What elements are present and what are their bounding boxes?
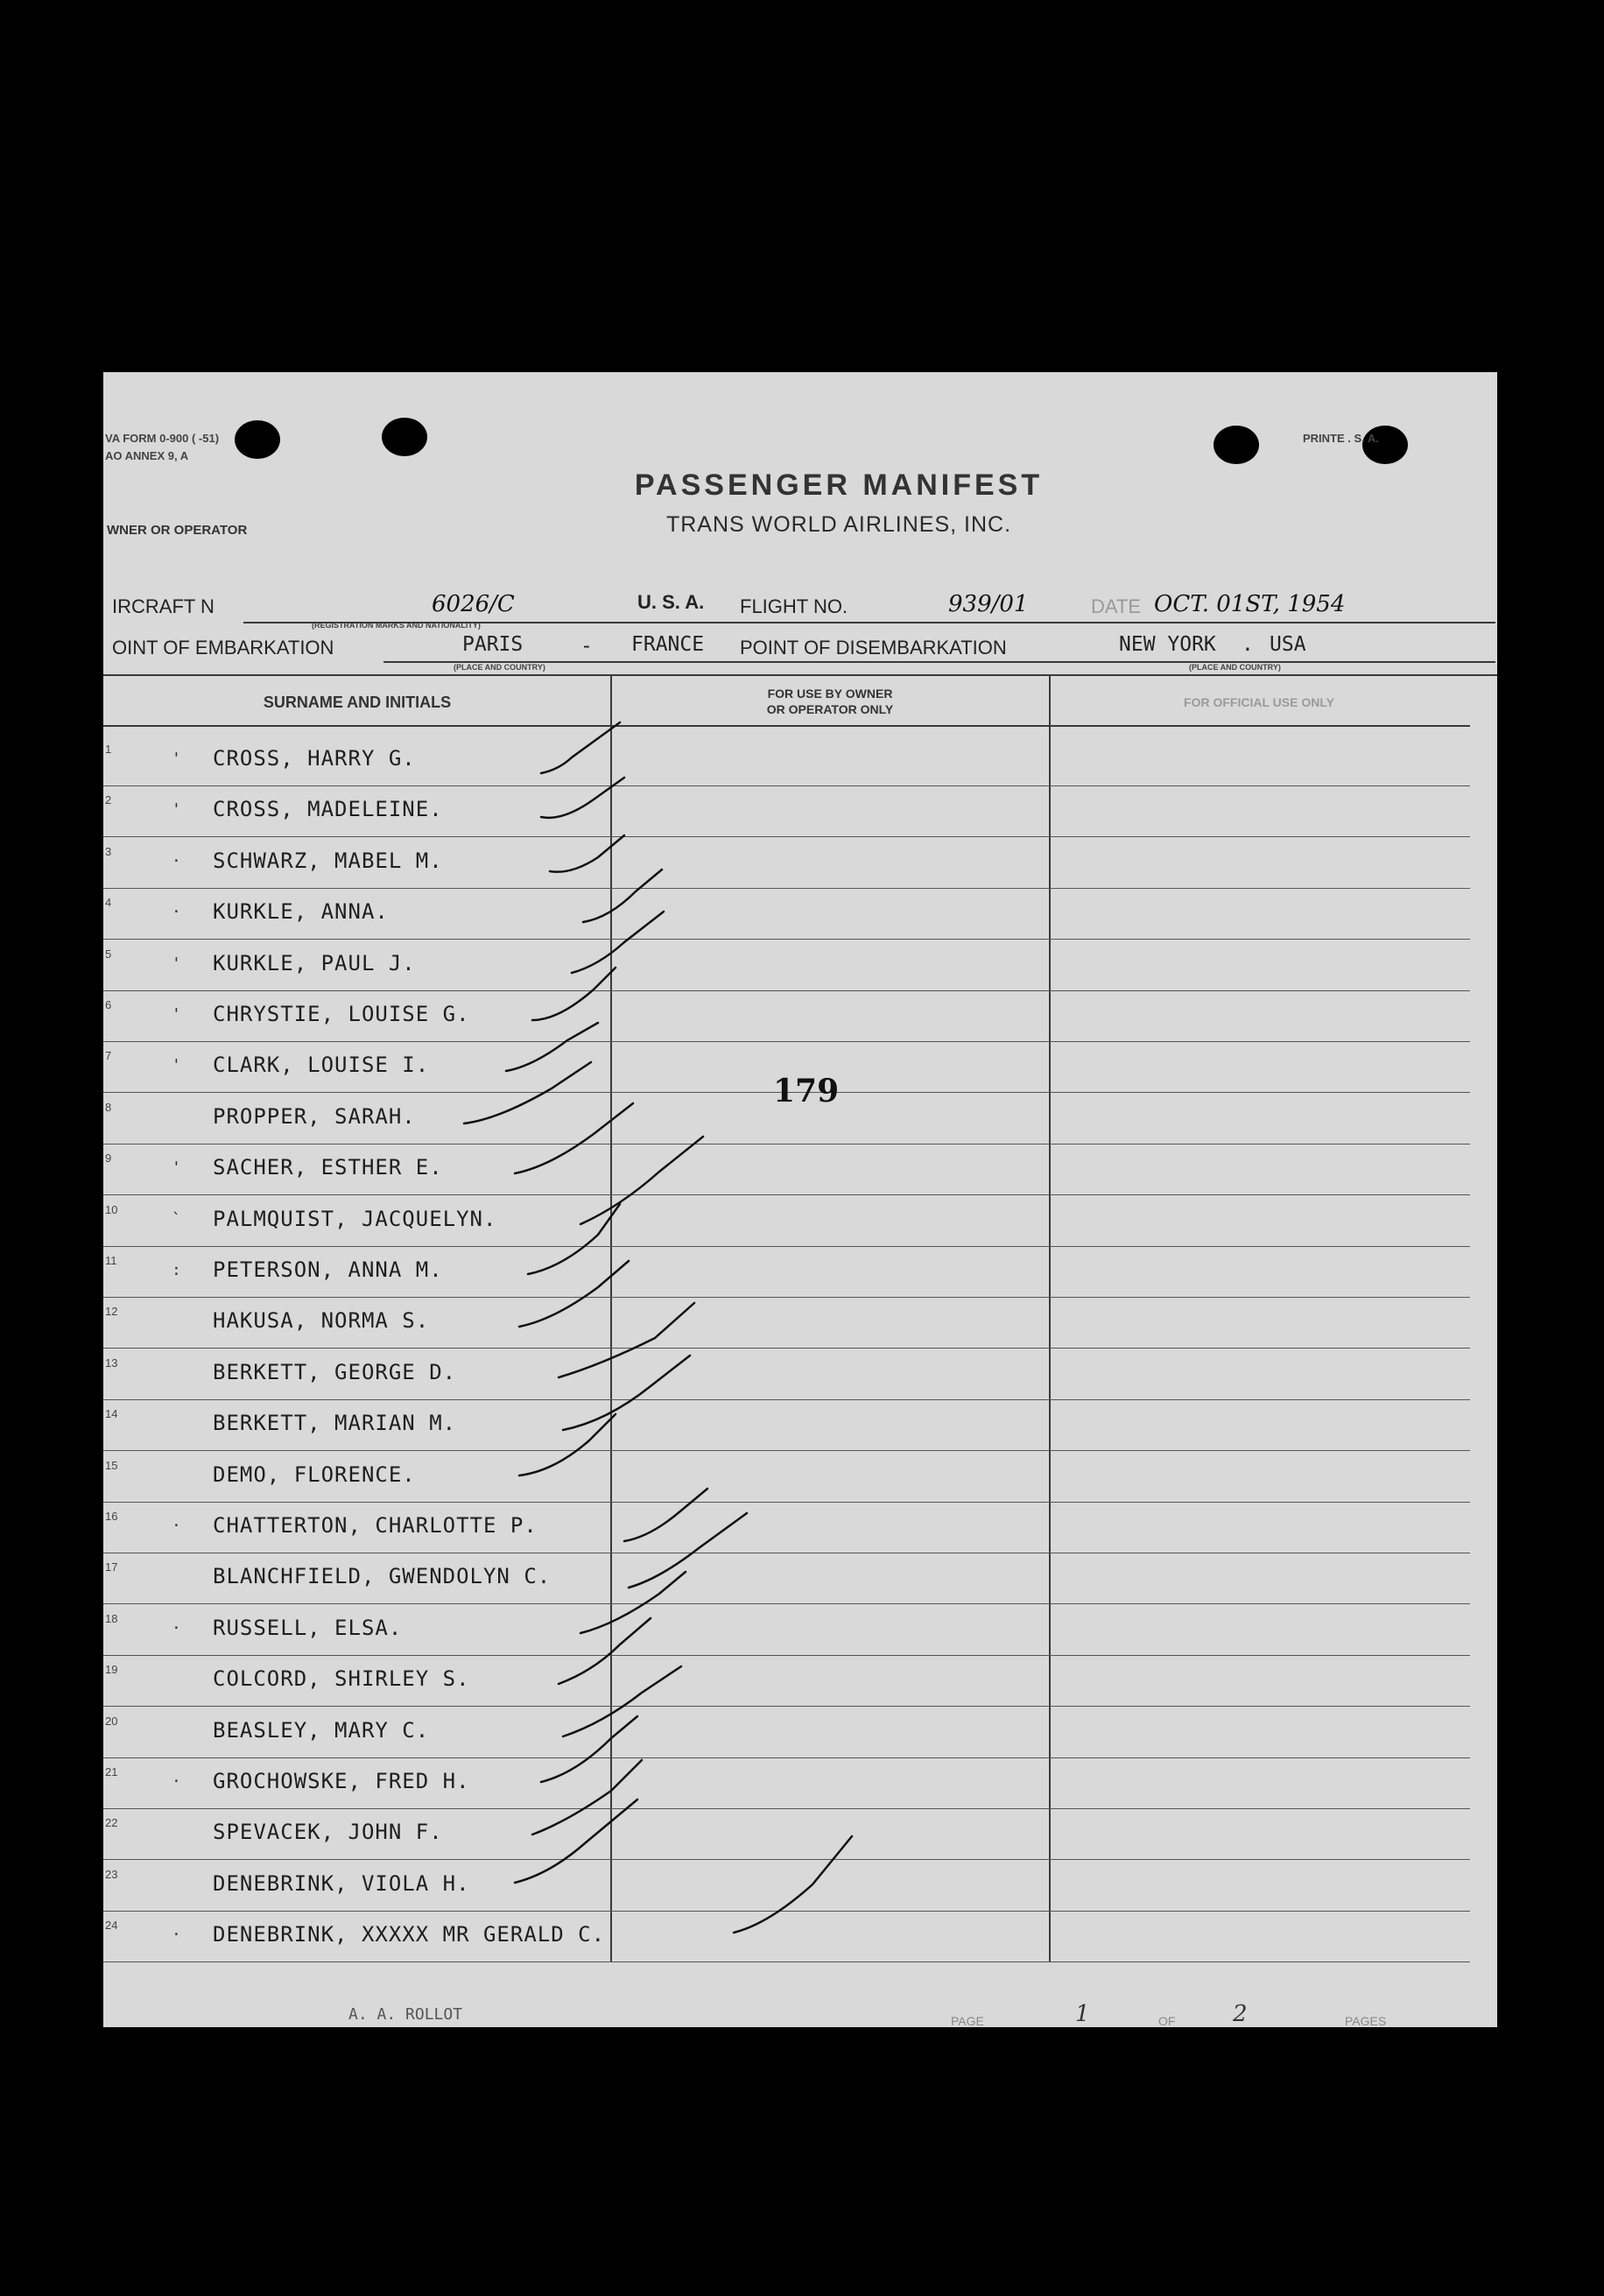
- passenger-name: CHRYSTIE, LOUISE G.: [213, 1002, 470, 1026]
- disembarkation-city: NEW YORK: [1119, 633, 1216, 656]
- passenger-name: KURKLE, PAUL J.: [213, 950, 416, 975]
- passenger-name: DENEBRINK, XXXXX MR GERALD C.: [213, 1922, 606, 1947]
- passenger-name: SPEVACEK, JOHN F.: [213, 1820, 443, 1845]
- row-number: 22: [105, 1816, 118, 1830]
- row-number: 17: [105, 1560, 118, 1574]
- row-mark: ': [172, 1056, 181, 1075]
- passenger-name: PALMQUIST, JACQUELYN.: [213, 1206, 497, 1231]
- row-number: 7: [105, 1049, 112, 1063]
- column-surname: SURNAME AND INITIALS: [263, 694, 452, 711]
- passenger-name: DENEBRINK, VIOLA H.: [213, 1870, 470, 1896]
- flight-label: FLIGHT NO.: [740, 595, 848, 617]
- passenger-name: BERKETT, GEORGE D.: [213, 1359, 457, 1384]
- passenger-name: HAKUSA, NORMA S.: [213, 1308, 430, 1334]
- place-country-note: (PLACE AND COUNTRY): [454, 663, 545, 672]
- row-number: 21: [105, 1765, 118, 1778]
- row-number: 24: [105, 1919, 118, 1933]
- row-mark: ·: [172, 1926, 181, 1945]
- row-number: 3: [105, 844, 112, 858]
- passenger-name: CROSS, HARRY G.: [213, 746, 416, 771]
- disembarkation-dash: .: [1242, 633, 1254, 656]
- passenger-name: BLANCHFIELD, GWENDOLYN C.: [213, 1564, 552, 1589]
- disembarkation-country: USA: [1270, 633, 1306, 656]
- row-number: 15: [105, 1458, 118, 1472]
- passenger-name: CLARK, LOUISE I.: [213, 1053, 430, 1078]
- embarkation-label: OINT OF EMBARKATION: [112, 637, 334, 659]
- passenger-name: GROCHOWSKE, FRED H.: [213, 1769, 470, 1793]
- row-mark: ': [172, 800, 181, 820]
- embarkation-dash: -: [580, 635, 593, 658]
- row-number: 14: [105, 1407, 118, 1421]
- page-title: PASSENGER MANIFEST: [634, 468, 1044, 502]
- row-number: 20: [105, 1714, 118, 1728]
- stamp-number: 179: [773, 1073, 840, 1109]
- row-mark: ·: [172, 1517, 181, 1535]
- row-number: 6: [105, 998, 112, 1011]
- row-number: 4: [105, 896, 112, 910]
- column-owner-use: FOR USE BY OWNER OR OPERATOR ONLY: [766, 687, 894, 716]
- row-number: 5: [105, 947, 112, 961]
- row-number: 19: [105, 1663, 118, 1677]
- disembarkation-label: POINT OF DISEMBARKATION: [740, 637, 1007, 659]
- column-official-use: FOR OFFICIAL USE ONLY: [1184, 695, 1334, 709]
- passenger-name: PETERSON, ANNA M.: [213, 1257, 443, 1282]
- airline-name: TRANS WORLD AIRLINES, INC.: [665, 512, 1012, 537]
- row-mark: ': [172, 1005, 181, 1024]
- row-number: 13: [105, 1356, 118, 1370]
- passenger-name: DEMO, FLORENCE.: [213, 1461, 416, 1487]
- footer-page-label: PAGE: [951, 2014, 984, 2028]
- date-value: OCT. 01ST, 1954: [1154, 591, 1346, 617]
- passenger-name: CHATTERTON, CHARLOTTE P.: [213, 1513, 538, 1538]
- row-number: 18: [105, 1611, 118, 1625]
- owner-operator-label: WNER OR OPERATOR: [107, 523, 248, 538]
- passenger-name: PROPPER, SARAH.: [213, 1103, 416, 1129]
- form-annex: AO ANNEX 9, A: [105, 449, 189, 462]
- row-number: 16: [105, 1510, 118, 1523]
- passenger-name: KURKLE, ANNA.: [213, 899, 389, 925]
- footer-of-value: 2: [1233, 2001, 1248, 2027]
- passenger-name: BERKETT, MARIAN M.: [213, 1411, 457, 1436]
- manifest-page: [103, 372, 1497, 2027]
- place-country-note-2: (PLACE AND COUNTRY): [1189, 663, 1281, 672]
- footer-of-label: OF: [1158, 2014, 1176, 2028]
- row-number: 12: [105, 1305, 118, 1319]
- usa-label: U. S. A.: [637, 591, 705, 613]
- flight-value: 939/01: [948, 591, 1029, 617]
- row-number: 10: [105, 1202, 118, 1216]
- footer-page-value: 1: [1075, 2001, 1090, 2027]
- passenger-name: BEASLEY, MARY C.: [213, 1717, 430, 1743]
- aircraft-label: IRCRAFT N: [112, 595, 215, 617]
- passenger-name: COLCORD, SHIRLEY S.: [213, 1666, 470, 1692]
- row-mark: :: [172, 1261, 181, 1279]
- row-number: 9: [105, 1152, 112, 1166]
- row-number: 23: [105, 1867, 118, 1881]
- passenger-name: SACHER, ESTHER E.: [213, 1155, 443, 1180]
- embarkation-city: PARIS: [462, 633, 524, 656]
- row-number: 1: [105, 743, 112, 756]
- row-number: 8: [105, 1100, 112, 1114]
- row-mark: ·: [172, 1772, 181, 1791]
- form-number: VA FORM 0-900 ( -51): [105, 432, 220, 445]
- aircraft-value: 6026/C: [432, 591, 515, 617]
- check-marks: [103, 372, 1497, 2027]
- row-mark: ': [172, 750, 181, 768]
- row-mark: ·: [172, 903, 181, 922]
- printed-mark: PRINTE . S. A.: [1303, 432, 1379, 445]
- row-mark: `: [172, 1209, 181, 1229]
- passenger-name: RUSSELL, ELSA.: [213, 1615, 403, 1640]
- row-mark: ·: [172, 1618, 181, 1637]
- row-number: 2: [105, 793, 112, 807]
- row-number: 11: [105, 1254, 117, 1267]
- registration-note: (REGISTRATION MARKS AND NATIONALITY): [312, 621, 481, 630]
- passenger-name: CROSS, MADELEINE.: [213, 797, 443, 822]
- passenger-name: SCHWARZ, MABEL M.: [213, 848, 443, 873]
- date-label: DATE: [1091, 595, 1142, 617]
- footer-pages-label: PAGES: [1345, 2014, 1387, 2028]
- embarkation-country: FRANCE: [631, 633, 705, 656]
- row-mark: ': [172, 954, 181, 973]
- row-mark: ': [172, 1159, 181, 1178]
- row-mark: ·: [172, 851, 181, 870]
- footer-signature-text: A. A. ROLLOT: [348, 2005, 463, 2024]
